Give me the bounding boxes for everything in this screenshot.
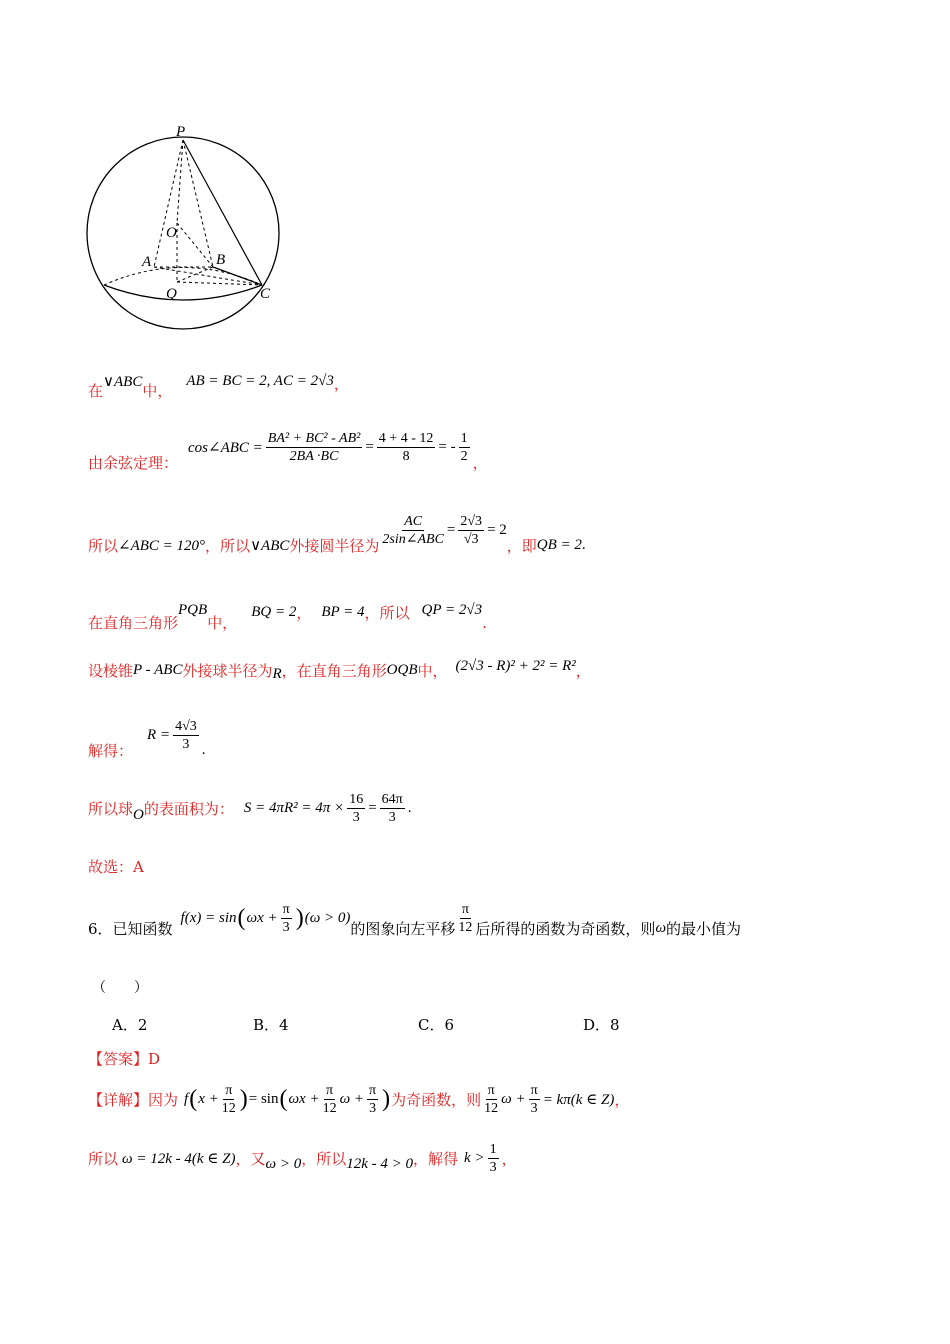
numerator: π xyxy=(281,902,292,919)
fraction xyxy=(484,1083,498,1117)
equals: = - xyxy=(438,439,456,455)
denominator: 3 xyxy=(489,1160,497,1176)
text: ， xyxy=(575,662,591,680)
option-d[interactable] xyxy=(583,1014,620,1035)
argument: x + xyxy=(198,1091,219,1108)
answer-line xyxy=(88,1048,160,1069)
denominator: 8 xyxy=(402,449,410,464)
argument: ωx + xyxy=(246,910,278,926)
question-6: 6．已知函数 f(x) = sin ( ωx + $\frac{\pi}{3}$ ) (ω > 0) 的图象向左平移 $\frac{\pi}{12}$ 后所得的函数为奇函数，则 ω 的最小值为 xyxy=(88,901,742,938)
text: 的图象向左平移 xyxy=(350,920,456,938)
fraction xyxy=(459,431,470,465)
fraction xyxy=(488,1142,499,1176)
denominator: 2 xyxy=(460,449,468,464)
equals: = xyxy=(365,439,374,455)
k-greater: k > xyxy=(464,1150,485,1167)
text: 所以 xyxy=(88,1150,119,1169)
numerator: 1 xyxy=(459,431,470,448)
surface-area: S = 4πR² = 4π × xyxy=(243,800,345,817)
text: 为奇函数，则 xyxy=(391,1091,482,1110)
label-c: C xyxy=(260,286,271,302)
fraction xyxy=(222,1083,236,1117)
numerator: 1 xyxy=(488,1142,499,1159)
numerator: AC xyxy=(402,514,424,531)
label-o: O xyxy=(166,225,177,241)
option-label: A．2 xyxy=(112,1016,148,1034)
denominator: 3 xyxy=(182,737,190,752)
result: = kπ(k ∈ Z) xyxy=(542,1092,615,1109)
solution-line-1 xyxy=(88,366,349,401)
solution-line-7 xyxy=(88,792,411,826)
numerator: π xyxy=(486,1083,497,1100)
qp-value: QP = 2√3 xyxy=(421,602,483,618)
fraction xyxy=(458,514,484,548)
text: 所以 xyxy=(88,537,119,555)
text: 由余弦定理： xyxy=(88,454,179,472)
detail-tag: 【详解】 xyxy=(88,1091,149,1110)
denominator: 3 xyxy=(369,1101,377,1117)
text: ， xyxy=(472,454,488,472)
sphere-o: O xyxy=(133,807,144,824)
equals: = xyxy=(446,522,456,538)
text: ， xyxy=(614,1091,630,1110)
omega-expression: ω = 12k - 4(k ∈ Z) xyxy=(122,1151,236,1168)
text: 外接球半径为 xyxy=(182,662,273,680)
argument: ω + xyxy=(339,1091,365,1108)
numerator: BA² + BC² - AB² xyxy=(266,431,363,448)
equals-sin: = sin xyxy=(248,1091,279,1108)
fraction xyxy=(529,1083,540,1117)
numerator: π xyxy=(529,1083,540,1100)
argument: ωx + xyxy=(288,1091,320,1108)
edge-ob xyxy=(177,223,213,267)
denominator: 3 xyxy=(530,1101,538,1117)
text: 中， xyxy=(207,614,238,632)
text: 在 xyxy=(88,382,104,400)
qb-value: QB = 2 xyxy=(536,537,582,553)
triangle-pqb: PQB xyxy=(178,602,208,618)
bq-value: BQ = 2 xyxy=(251,604,297,620)
denominator: 3 xyxy=(388,810,396,826)
fraction xyxy=(367,1083,378,1117)
function: f(x) = sin xyxy=(180,910,237,926)
equals: = 2 xyxy=(487,522,507,538)
denominator: 2BA ·BC xyxy=(289,449,339,464)
fraction xyxy=(323,1083,337,1117)
bp-value: BP = 4 xyxy=(321,604,365,620)
denominator: 3 xyxy=(282,920,290,935)
numerator: 64π xyxy=(380,792,405,809)
question-number: 6．已知函数 xyxy=(88,920,173,938)
radius-r: R xyxy=(272,666,282,682)
text: 后所得的函数为奇函数，则 xyxy=(475,920,656,938)
equator-front xyxy=(104,285,262,300)
denominator: 12 xyxy=(484,1101,499,1117)
text: 的最小值为 xyxy=(666,920,742,938)
text: 的表面积为： xyxy=(143,800,234,819)
solution-line-6 xyxy=(88,710,206,761)
text: . xyxy=(201,742,206,758)
fraction xyxy=(281,902,292,936)
text: 因为 xyxy=(148,1091,179,1110)
answer-blank xyxy=(92,977,148,997)
edge-qb xyxy=(177,267,213,282)
fraction xyxy=(377,431,436,465)
equals: = xyxy=(368,800,377,817)
label-b: B xyxy=(216,252,226,268)
fraction xyxy=(380,792,405,826)
text: 在直角三角形 xyxy=(88,614,179,632)
inequality: 12k - 4 > 0 xyxy=(346,1156,414,1173)
text: 中， xyxy=(142,382,173,400)
option-label: C．6 xyxy=(418,1016,455,1034)
denominator: 3 xyxy=(352,810,360,826)
omega: ω xyxy=(655,920,667,936)
pythagoras-equation: (2√3 - R)² + 2² = R² xyxy=(455,658,576,674)
fraction xyxy=(382,514,444,548)
edge-bc xyxy=(213,267,262,285)
fraction xyxy=(173,719,199,753)
option-label: D．8 xyxy=(583,1016,620,1034)
condition: (ω > 0) xyxy=(304,910,351,926)
f: f xyxy=(184,1091,189,1108)
text: ，所以 xyxy=(205,537,251,555)
fraction xyxy=(266,431,363,465)
text: 外接圆半径为 xyxy=(289,537,380,555)
denominator: 2sin∠ABC xyxy=(382,532,444,547)
text: ，所以 xyxy=(364,604,410,622)
text: 设棱锥 xyxy=(88,662,134,680)
text: ， xyxy=(296,604,312,622)
numerator: π xyxy=(367,1083,378,1100)
triangle-abc: ∨ABC xyxy=(103,374,143,390)
cos-angle: cos∠ABC = xyxy=(188,440,263,456)
detail-line: 【详解】 因为 f ( x + $\frac{\pi}{12}$ ) = sin ( ωx + $\frac{\pi}{12}$ ω + $\frac{\pi}{3}$ ) 为奇函数，则 $\frac{\pi}{12}$ ω + $\frac{\pi}{3}$ = kπ(k ∈ Z) ， xyxy=(88,1083,630,1117)
edge-ac xyxy=(154,267,262,285)
solution-line-3 xyxy=(88,505,586,556)
text: . xyxy=(581,537,586,553)
blank-parens: （ ） xyxy=(92,980,148,996)
edge-pa xyxy=(154,140,183,267)
fraction xyxy=(347,792,365,826)
solution-line-2 xyxy=(88,422,488,473)
solution-line-4 xyxy=(88,592,487,633)
numerator: π xyxy=(223,1083,234,1100)
numerator: π xyxy=(324,1083,335,1100)
denominator: 12 xyxy=(322,1101,337,1117)
label-a: A xyxy=(142,254,152,270)
answer-value: D xyxy=(148,1049,161,1068)
pyramid: P - ABC xyxy=(133,662,183,678)
option-c[interactable] xyxy=(418,1014,454,1035)
solution-line-5 xyxy=(88,658,591,683)
fraction xyxy=(458,902,472,936)
text: 所以球 xyxy=(88,800,134,819)
numerator: 4 + 4 - 12 xyxy=(377,431,436,448)
numerator: π xyxy=(460,902,471,919)
denominator: √3 xyxy=(463,532,479,547)
numerator: 16 xyxy=(347,792,365,809)
text: 中， xyxy=(417,662,448,680)
given-lengths: AB = BC = 2, AC = 2√3 xyxy=(186,373,334,389)
final-line xyxy=(88,1142,517,1176)
r-equals: R = xyxy=(147,727,171,743)
option-a[interactable] xyxy=(112,1014,147,1035)
text: 解得： xyxy=(88,742,134,760)
text: 故选：A xyxy=(88,858,144,876)
answer-tag: 【答案】 xyxy=(88,1050,149,1068)
denominator: 12 xyxy=(221,1101,236,1117)
text: ，又 xyxy=(235,1150,266,1169)
text: ，即 xyxy=(506,537,537,555)
text: ，在直角三角形 xyxy=(281,662,387,680)
text: ，解得 xyxy=(413,1150,459,1169)
text: ，所以 xyxy=(301,1150,347,1169)
option-label: B．4 xyxy=(253,1016,289,1034)
choice-result xyxy=(88,856,144,877)
sphere-pyramid-figure xyxy=(82,120,302,335)
label-p: P xyxy=(176,124,186,140)
text: . xyxy=(482,613,487,632)
text: . xyxy=(407,800,412,817)
triangle-oqb: OQB xyxy=(386,662,418,678)
omega-positive: ω > 0 xyxy=(265,1156,302,1173)
denominator: 12 xyxy=(458,920,473,935)
label-q: Q xyxy=(166,286,177,302)
argument: ω + xyxy=(501,1091,526,1108)
text: ， xyxy=(333,375,349,393)
angle-abc: ∠ABC = 120° xyxy=(118,538,206,554)
triangle-abc: ∨ABC xyxy=(250,538,290,554)
option-b[interactable] xyxy=(253,1014,289,1035)
numerator: 4√3 xyxy=(173,719,199,736)
text: ， xyxy=(501,1150,517,1169)
numerator: 2√3 xyxy=(458,514,484,531)
